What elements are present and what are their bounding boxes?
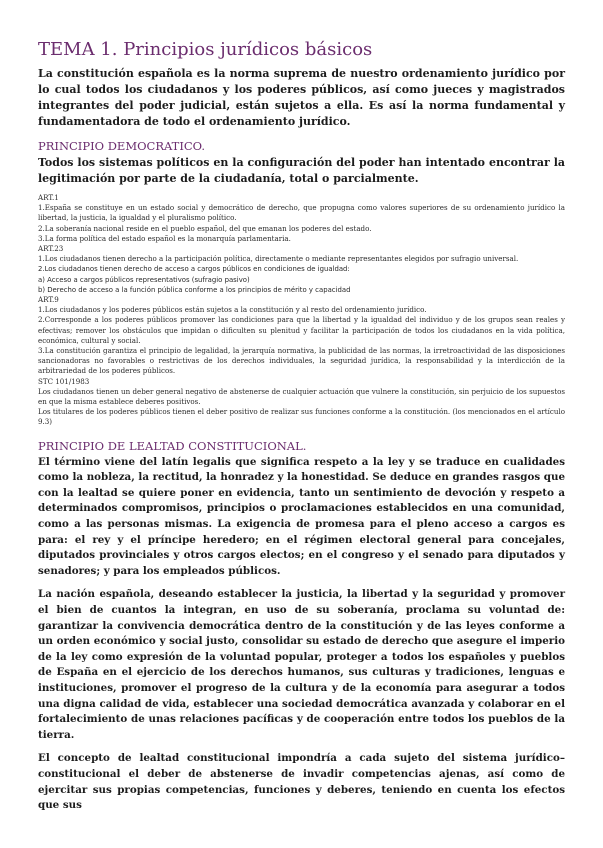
- section-heading-loyalty: PRINCIPIO DE LEALTAD CONSTITUCIONAL.: [38, 438, 307, 453]
- article-line: Los ciudadanos tienen un deber general negativo de abstenerse de cualquier actuación que vulnere la constitución, sin perjuicio de los supuestos en que la misma establece deberes positivos.: [38, 386, 565, 407]
- article-line: 2.Los ciudadanos tienen derecho de acceso a cargos públicos en condiciones de igualdad:: [38, 265, 350, 274]
- page-title: TEMA 1. Principios jurídicos básicos: [38, 39, 373, 60]
- article-line: 3.La constitución garantiza el principio de legalidad, la jerarquía normativa, la publicidad de las normas, la irretroactividad de las disposiciones sancionadoras no favorables o restrictivas de los derechos individuales, la seguridad jurídica, la responsabilidad y la interdicción de la arbitrariedad de los poderes públicos.: [38, 346, 565, 376]
- article-line: ART.1: [38, 193, 59, 202]
- article-line: ART.23: [38, 244, 64, 254]
- article-line: b) Derecho de acceso a la función pública conforme a los principios de mérito y capacidad: [38, 285, 351, 294]
- article-line: 1.Los ciudadanos tienen derecho a la participación política, directamente o mediante representantes elegidos por sufragio universal.: [38, 254, 519, 264]
- loyalty-paragraph-3: El concepto de lealtad constitucional impondría a cada sujeto del sistema jurídico–constitucional el deber de abstenerse de invadir competencias ajenas, así como de ejercitar sus propias competencias, funciones y deberes, teniendo en cuenta los efectos que sus: [38, 752, 565, 812]
- legal-articles-block: [38, 193, 565, 428]
- article-line: Los titulares de los poderes públicos tienen el deber positivo de realizar sus funciones conforme a la constitución. (los mencionados en el artículo 9.3): [38, 407, 565, 427]
- loyalty-paragraph-2: La nación española, deseando establecer la justicia, la libertad y la seguridad y promover el bien de cuantos la integran, en uso de su soberanía, proclama su voluntad de: garantizar la convivencia democrática dentro de la constitución y de las leyes conforme a un orden económico y social justo, consolidar su estado de derecho que asegure el imperio de la ley como expresión de la voluntad popular, proteger a todos los españoles y pueblos de España en el ejercicio de los derechos humanos, sus culturas y tradiciones, lenguas e instituciones, promover el progreso de la cultura y de la economía para asegurar a todos una digna calidad de vida, establecer una sociedad democrática avanzada y colaborar en el fortalecimiento de unas relaciones pacíficas y de cooperación entre todos los pueblos de la tierra.: [38, 588, 565, 741]
- article-line: ART.9: [38, 295, 59, 305]
- article-line: 2.La soberanía nacional reside en el pueblo español, del que emanan los poderes del estado.: [38, 223, 372, 233]
- intro-paragraph: La constitución española es la norma suprema de nuestro ordenamiento jurídico por lo cual todos los ciudadanos y los poderes públicos, así como jueces y magistrados integrantes del poder judicial, están sujetos a ella. Es así la norma fundamental y fundamentadora de todo el ordenamiento jurídico.: [38, 67, 565, 128]
- loyalty-paragraph-1: El término viene del latín legalis que significa respeto a la ley y se traduce en cualidades como la nobleza, la rectitud, la honradez y la honestidad. Se deduce en grandes rasgos que con la lealtad se quiere poner en evidencia, tanto un sentimiento de devoción y respeto a determinados compromisos, principios o proclamaciones establecidos en una comunidad, como a las personas mismas. La exigencia de promesa para el pleno acceso a cargos es para: el rey y el príncipe heredero; en el régimen electoral general para concejales, diputados provinciales y otros cargos electos; en el congreso y el senado para diputados y senadores; y para los empleados públicos.: [38, 455, 565, 577]
- article-line: STC 101/1983: [38, 376, 90, 386]
- article-line: 1.España se constituye en un estado social y democrático de derecho, que propugna como valores superiores de su ordenamiento jurídico la libertad, la justicia, la igualdad y el pluralismo político.: [38, 203, 565, 223]
- article-line: 1.Los ciudadanos y los poderes públicos están sujetos a la constitución y al resto del ordenamiento jurídico.: [38, 305, 427, 315]
- section-heading-democratic: PRINCIPIO DEMOCRATICO.: [38, 139, 206, 153]
- article-line: a) Acceso a cargos públicos representativos (sufragio pasivo): [38, 275, 250, 284]
- article-line: 3.La forma política del estado español es la monarquía parlamentaria.: [38, 233, 291, 243]
- article-line: 2.Corresponde a los poderes públicos promover las condiciones para que la libertad y la igualdad del individuo y de los grupos sean reales y efectivas; remover los obstáculos que impidan o dificulten su plenitud y facilitar la participación de todos los ciudadanos en la vida política, económica, cultural y social.: [38, 315, 565, 345]
- democratic-lead-paragraph: Todos los sistemas políticos en la configuración del poder han intentado encontrar la legitimación por parte de la ciudadanía, total o parcialmente.: [38, 156, 565, 185]
